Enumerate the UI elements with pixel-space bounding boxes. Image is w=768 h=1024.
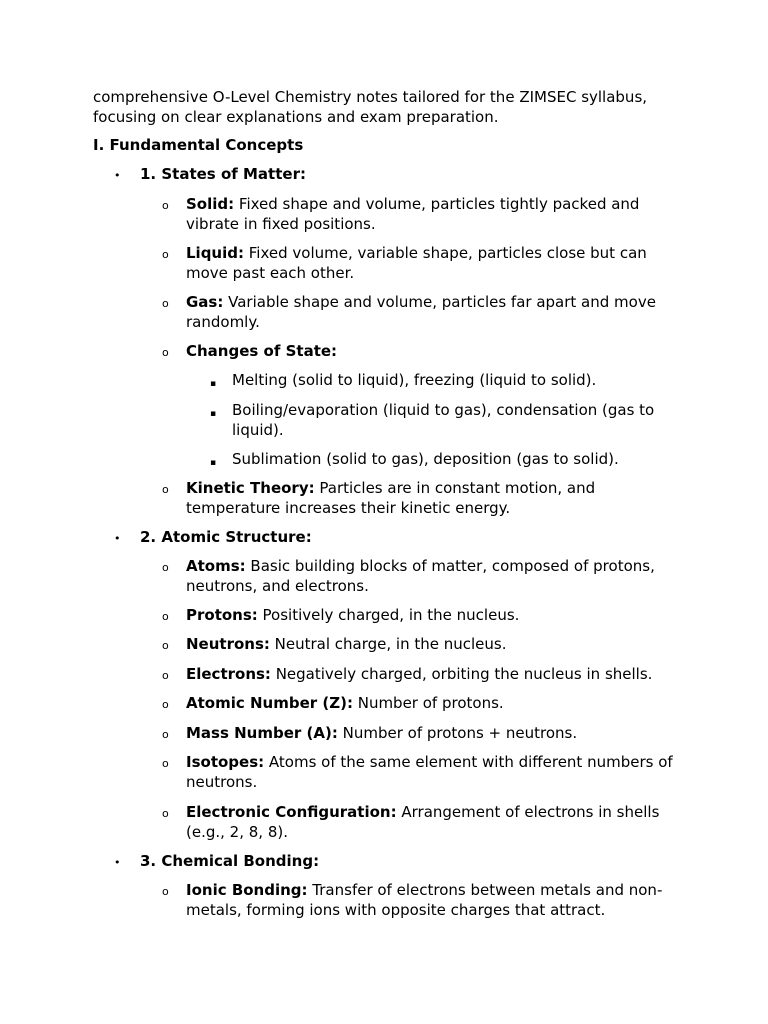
definition: Basic building blocks of matter, composed of protons, neutrons, and electrons. [186,557,655,595]
list-item-mass-number [186,723,686,743]
list-item-isotopes [186,752,686,792]
bullet-circle-icon: o [162,483,169,496]
list-item-liquid [186,243,686,283]
bullet-circle-icon: o [162,669,169,682]
term: Protons: [186,606,258,624]
list-item-solid [186,194,686,234]
definition: Fixed volume, variable shape, particles close but can move past each other. [186,244,647,282]
sub-item-sublimation: Sublimation (solid to gas), deposition (gas to solid). [232,450,619,468]
list-item-changes-of-state [186,341,686,361]
bullet-circle-icon: o [162,757,169,770]
bullet-circle-icon: o [162,346,169,359]
section-heading: I. Fundamental Concepts [93,136,304,154]
term: Electrons: [186,665,271,683]
term: Changes of State: [186,342,338,360]
section-title-atomic-structure: 2. Atomic Structure: [140,528,312,546]
bullet-circle-icon: o [162,639,169,652]
definition: Particles are in constant motion, and temperature increases their kinetic energy. [186,479,596,517]
list-item-electrons [186,664,686,684]
term: Gas: [186,293,224,311]
list-item-electronic-configuration [186,802,686,842]
bullet-square-icon: ▪ [210,379,217,389]
definition: Neutral charge, in the nucleus. [269,635,507,653]
bullet-dot-icon: • [114,532,121,545]
list-item-atoms [186,556,686,596]
list-item-gas [186,292,686,332]
definition: Arrangement of electrons in shells (e.g., 2, 8, 8). [186,803,660,841]
bullet-square-icon: ▪ [210,409,217,419]
bullet-dot-icon: • [114,856,121,869]
bullet-square-icon: ▪ [210,458,217,468]
bullet-circle-icon: o [162,561,169,574]
intro-paragraph: comprehensive O-Level Chemistry notes tailored for the ZIMSEC syllabus, focusing on clear explanations and exam preparation. [93,88,648,126]
definition: Atoms of the same element with different numbers of neutrons. [186,753,673,791]
term: Mass Number (A): [186,724,338,742]
bullet-dot-icon: • [114,169,121,182]
definition: Number of protons + neutrons. [337,724,578,742]
list-item-ionic-bonding [186,880,686,920]
list-item-atomic-number [186,693,686,713]
definition: Positively charged, in the nucleus. [257,606,520,624]
definition: Negatively charged, orbiting the nucleus in shells. [270,665,653,683]
term: Liquid: [186,244,244,262]
section-title-states-of-matter: 1. States of Matter: [140,165,306,183]
term: Atoms: [186,557,246,575]
term: Kinetic Theory: [186,479,315,497]
definition: Fixed shape and volume, particles tightly packed and vibrate in fixed positions. [186,195,640,233]
term: Neutrons: [186,635,270,653]
section-title-chemical-bonding: 3. Chemical Bonding: [140,852,320,870]
bullet-circle-icon: o [162,248,169,261]
list-item-neutrons [186,634,686,654]
list-item-kinetic-theory [186,478,686,518]
definition: Number of protons. [352,694,504,712]
term: Isotopes: [186,753,265,771]
bullet-circle-icon: o [162,698,169,711]
definition: Transfer of electrons between metals and non-metals, forming ions with opposite charges that attract. [186,881,663,919]
bullet-circle-icon: o [162,297,169,310]
term: Atomic Number (Z): [186,694,353,712]
list-item-protons [186,605,686,625]
bullet-circle-icon: o [162,199,169,212]
sub-item-boiling: Boiling/evaporation (liquid to gas), condensation (gas to liquid). [232,401,655,439]
bullet-circle-icon: o [162,885,169,898]
bullet-circle-icon: o [162,610,169,623]
sub-item-melting: Melting (solid to liquid), freezing (liquid to solid). [232,371,597,389]
bullet-circle-icon: o [162,807,169,820]
bullet-circle-icon: o [162,728,169,741]
term: Electronic Configuration: [186,803,397,821]
definition: Variable shape and volume, particles far apart and move randomly. [186,293,656,331]
term: Ionic Bonding: [186,881,308,899]
term: Solid: [186,195,235,213]
